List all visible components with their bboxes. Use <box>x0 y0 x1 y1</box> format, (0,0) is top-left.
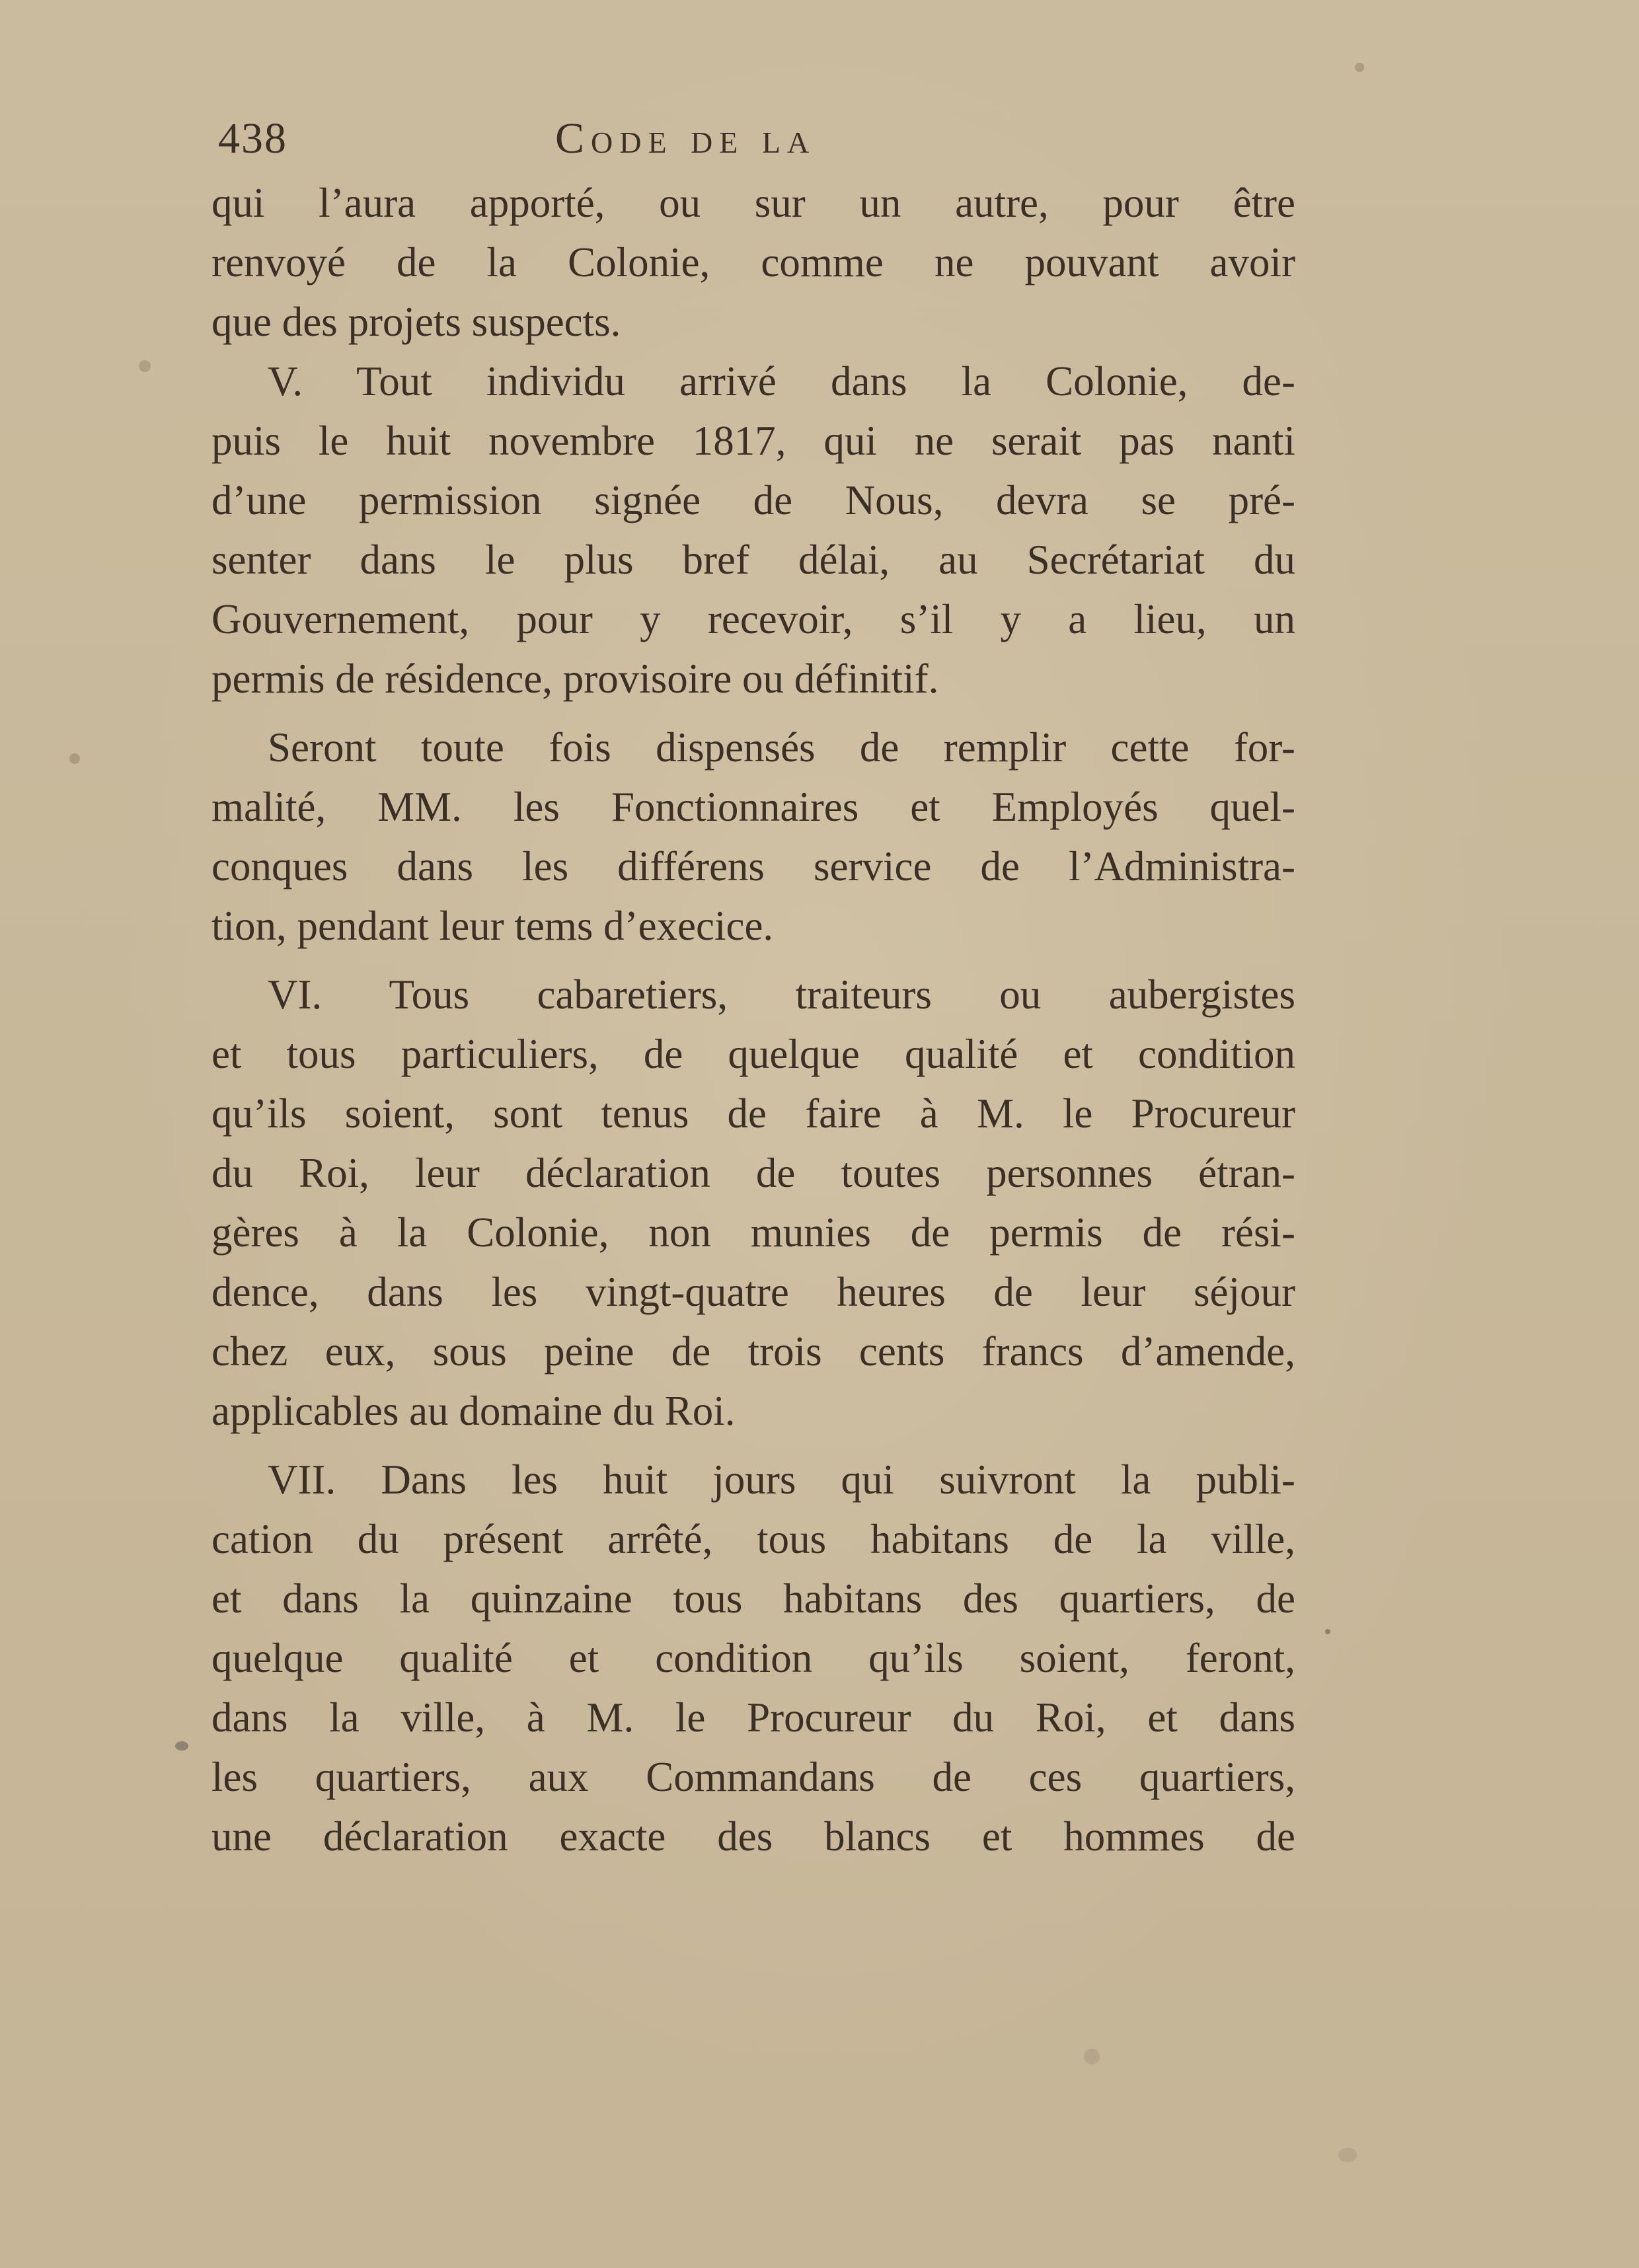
text-line: et tous particuliers, de quelque qualité et condition <box>211 1031 1295 1077</box>
paper-speck <box>139 360 151 372</box>
text-line: senter dans le plus bref délai, au Secrétariat du <box>211 537 1295 583</box>
paper-speck <box>1355 63 1364 72</box>
paper-speck <box>69 753 80 764</box>
text-line: permis de résidence, provisoire ou définitif. <box>211 656 939 702</box>
paragraph-exemption <box>211 718 1295 956</box>
paper-speck <box>1084 2049 1100 2064</box>
paper-speck <box>1338 2148 1357 2162</box>
text-line: cation du présent arrêté, tous habitans de la ville, <box>211 1516 1295 1562</box>
paragraph-article-v <box>211 352 1295 708</box>
body-text <box>211 173 1295 1866</box>
paper-speck <box>175 1741 188 1751</box>
text-line: malité, MM. les Fonctionnaires et Employés quel- <box>211 784 1295 830</box>
running-title: Code de la <box>555 114 816 163</box>
text-line: VI. Tous cabaretiers, traiteurs ou aubergistes <box>268 971 1295 1018</box>
text-line: et dans la quinzaine tous habitans des quartiers, de <box>211 1575 1295 1622</box>
text-line: qui l’aura apporté, ou sur un autre, pour être <box>211 180 1295 226</box>
text-line: puis le huit novembre 1817, qui ne serait pas nanti <box>211 418 1295 464</box>
paragraph-continuation <box>211 173 1295 352</box>
text-line: dence, dans les vingt-quatre heures de leur séjour <box>211 1269 1295 1315</box>
text-line: conques dans les différens service de l’Administra- <box>211 843 1295 889</box>
text-line: dans la ville, à M. le Procureur du Roi, et dans <box>211 1694 1295 1741</box>
text-line: renvoyé de la Colonie, comme ne pouvant avoir <box>211 239 1295 285</box>
text-line: V. Tout individu arrivé dans la Colonie, de- <box>268 358 1295 404</box>
text-line: d’une permission signée de Nous, devra se pré- <box>211 477 1295 523</box>
text-line: Gouvernement, pour y recevoir, s’il y a lieu, un <box>211 596 1295 642</box>
text-line: gères à la Colonie, non munies de permis de rési- <box>211 1209 1295 1256</box>
paragraph-article-vi <box>211 965 1295 1441</box>
text-line: quelque qualité et condition qu’ils soient, feront, <box>211 1635 1295 1681</box>
text-line: qu’ils soient, sont tenus de faire à M. le Procureur <box>211 1090 1295 1137</box>
text-line: que des projets suspects. <box>211 299 621 345</box>
text-line: chez eux, sous peine de trois cents francs d’amende, <box>211 1328 1295 1375</box>
page-number: 438 <box>218 114 287 163</box>
text-line: une déclaration exacte des blancs et hommes de <box>211 1813 1295 1860</box>
paper-speck <box>1325 1629 1330 1634</box>
text-line: les quartiers, aux Commandans de ces quartiers, <box>211 1754 1295 1800</box>
text-line: VII. Dans les huit jours qui suivront la publi- <box>268 1456 1295 1503</box>
text-line: du Roi, leur déclaration de toutes personnes étran- <box>211 1150 1295 1196</box>
text-line: tion, pendant leur tems d’execice. <box>211 903 774 949</box>
running-header <box>211 114 1295 173</box>
text-line: Seront toute fois dispensés de remplir cette for- <box>268 724 1295 771</box>
paragraph-article-vii <box>211 1450 1295 1866</box>
text-line: applicables au domaine du Roi. <box>211 1388 736 1434</box>
